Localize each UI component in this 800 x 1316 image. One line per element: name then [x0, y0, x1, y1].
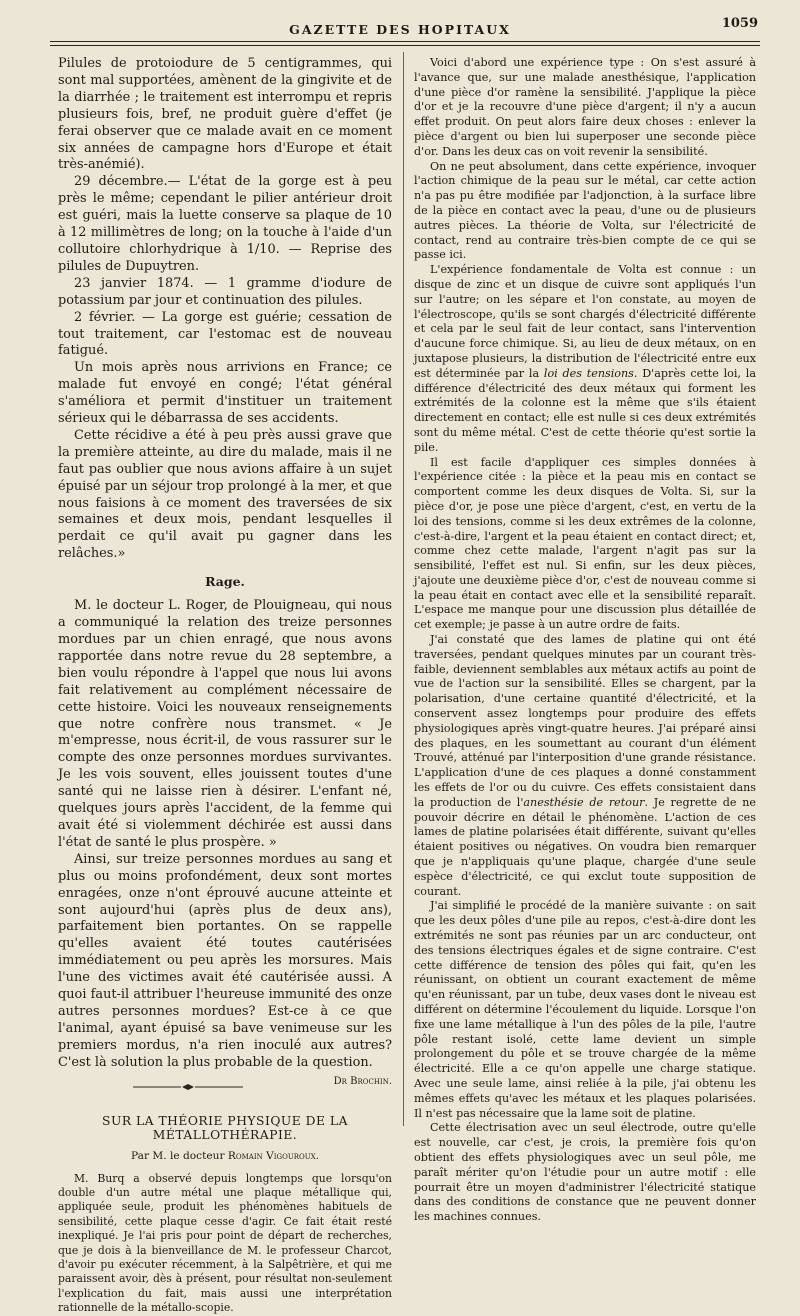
case-paragraph: 23 janvier 1874. — 1 gramme d'iodure de potassium par jour et continuation des pilules. [58, 275, 392, 308]
case-paragraph: 2 février. — La gorge est guérie; cessation de tout traitement, car l'estomac est de nouveau fatigué. [58, 309, 392, 359]
article-paragraph: Cette électrisation avec un seul électrode, outre qu'elle est nouvelle, car c'est, je crois, la première fois qu'on obtient des effets physiologiques avec un seul pôle, me paraît mériter qu'on l'étudie pour un autre motif : elle pourrait être un moyen d'administrer l'électricité statique dans des conditions de constance que ne peuvent donner les machines connues. [414, 1121, 756, 1224]
header-rule-double [50, 45, 760, 46]
byline-prefix: Par M. le docteur [131, 1149, 225, 1162]
rage-paragraph-text: Ainsi, sur treize personnes mordues au sang et plus ou moins profondément, deux sont mortes enragées, onze n'ont éprouvé aucune atteinte et sont aujourd'hui (après plus de deux ans), parfaitement bien portantes. On se rappelle qu'elles avaient été toutes cautérisées immédiatement ou peu après les morsures. Mais l'une des victimes avait été cautérisée aussi. A quoi faut-il attribuer l'heureuse immunité des onze autres personnes mordues? Est-ce à ce que l'animal, ayant épuisé sa bave venimeuse sur les premiers mordus, n'a rien inoculé aux autres? C'est là solution la plus probable de la question. [58, 851, 392, 1070]
right-column [414, 56, 757, 1224]
paragraph-text: . Je regrette de ne pouvoir décrire en détail le phénomène. L'action de ces lames de platine polarisées était différente, suivant qu'elles étaient positives ou négatives. On voudra bien remarquer que je n'appliquais qu'une plaque, chargée d'une seule espèce d'électricité, ce qui exclut toute supposition de courant. [414, 795, 757, 898]
article-paragraph: M. Burq a observé depuis longtemps que lorsqu'on double d'un autre métal une plaque métallique qui, appliquée seule, produit les phénomènes habituels de sensibilité, cette plaque cesse d'agir. Ce fait était resté inexpliqué. Je l'ai pris pour point de départ de recherches, que je dois à la bienveillance de M. le professeur Charcot, d'avoir pu exécuter récemment, à la Salpêtrière, et qui me paraissent avoir, dès à présent, pour résultat non-seulement l'explication du fait, mais aussi une interprétation rationnelle de la métallo-scopie. [58, 1171, 392, 1315]
case-paragraph: Cette récidive a été à peu près aussi grave que la première atteinte, au dire du malade, mais il ne faut pas oublier que nous avions affaire à un sujet épuisé par un séjour trop prolongé à la mer, et que nous faisions à ce moment des traversées de six semaines et deux mois, pendant lesquelles il perdait ce qu'il avait pu gagner dans les relâches.» [58, 427, 392, 562]
emphasis-text: loi des tensions [543, 366, 634, 380]
page-number: 1059 [721, 16, 758, 31]
article-paragraph: Voici d'abord une expérience type : On s'est assuré à l'avance que, sur une malade anesthésique, l'application d'une pièce d'or ramène la sensibilité. J'applique la pièce d'or et je la recouvre d'une pièce d'argent; il n'y a aucun effet produit. On peut alors faire deux choses : enlever la pièce d'argent ou bien lui superposer une seconde pièce d'or. Dans les deux cas on voit revenir la sensibilité. [414, 56, 756, 158]
case-paragraph: Un mois après nous arrivions en France; ce malade fut envoyé en congé; l'état général s'améliora et permit d'instituer un traitement sérieux qui le débarrassa de ses accidents. [58, 360, 392, 427]
article-paragraph: On ne peut absolument, dans cette expérience, invoquer l'action chimique de la peau sur le métal, car cette action n'a pas pu être modifiée par l'adjonction, à la surface libre de la pièce en contact avec la peau, d'une ou de plusieurs autres pièces. La théorie de Volta, sur l'électricité de contact, rend au contraire très-bien compte de ce qui se passe ici. [414, 159, 756, 262]
author-signature: Dr Brochin. [333, 1075, 392, 1087]
article-paragraph: J'ai simplifié le procédé de la manière suivante : on sait que les deux pôles d'une pile au repos, c'est-à-dire dont les extrémités ne sont pas réunies par un arc conducteur, ont des tensions électriques égales et de signe contraire. C'est cette différence de tension des pôles qui fait, qu'en les réunissant, on obtient un courant exactement de même qu'en réunissant, par un tube, deux vases dont le niveau est différent on détermine l'écoulement du liquide. Lorsque l'on fixe une lame métallique à l'un des pôles de la pile, l'autre pôle restant isolé, cette lame devient un simple prolongement du pôle et se trouve chargée de la même électricité. Elle a ce qu'on appelle une charge statique. Avec une seule lame, ainsi reliée à la pile, j'ai obtenu les mêmes effets qu'avec les métaux et les plaques polarisées. Il n'est pas nécessaire que la lame soit de platine. [414, 899, 756, 1120]
article-byline [58, 1150, 392, 1162]
rage-heading: Rage. [205, 574, 245, 590]
case-paragraph: Pilules de protoiodure de 5 centigrammes, qui sont mal supportées, amènent de la gingivite et de la diarrhée ; le traitement est interrompu et repris plusieurs fois, bref, ne produit guère d'effet (je ferai observer que ce malade avait en ce moment six années de campagne hors d'Europe et était très-anémié). [58, 56, 392, 173]
case-paragraph: 29 décembre.— L'état de la gorge est à peu près le même; cependant le pilier antérieur droit est guéri, mais la luette conserve sa plaque de 10 à 12 millimètres de long; on la touche à l'aide d'un collutoire chlorhydrique à 1/10. — Reprise des pilules de Dupuytren. [58, 174, 392, 274]
article-title: SUR LA THÉORIE PHYSIQUE DE LA MÉTALLOTHÉRAPIE. [102, 1113, 348, 1142]
header-rule [50, 41, 760, 42]
article-paragraph [414, 633, 756, 899]
byline-author: Romain Vigouroux. [227, 1149, 319, 1162]
article-paragraph [414, 263, 756, 455]
article-paragraph: Il est facile d'appliquer ces simples données à l'expérience citée : la pièce et la peau mis en contact se comportent comme les deux disques de Volta. Si, sur la pièce d'or, je pose une pièce d'argent, c'est, en vertu de la loi des tensions, comme si les deux extrêmes de la colonne, c'est-à-dire, l'argent et la peau étaient en contact direct; et, comme chez cette malade, l'argent n'agit pas sur la sensibilité, l'effet est nul. Si enfin, sur les deux pièces, j'ajoute une deuxième pièce d'or, c'est de nouveau comme si la peau était en contact avec elle et la sensibilité reparaît. L'espace me manque pour une discussion plus détaillée de cet exemple; je passe à un autre ordre de faits. [414, 455, 756, 632]
journal-title: GAZETTE DES HOPITAUX [289, 22, 511, 37]
left-column [58, 56, 392, 1315]
rage-paragraph: M. le docteur L. Roger, de Plouigneau, qui nous a communiqué la relation des treize personnes mordues par un chien enragé, que nous avons rapportée dans notre revue du 28 septembre, a bien voulu répondre à l'appel que nous lui avons fait relativement au complément nécessaire de cette histoire. Voici les nouveaux renseignements que notre confrère nous transmet. « Je m'empresse, nous écrit-il, de vous rassurer sur le compte des onze personnes mordues survivantes. Je les vois souvent, elles jouissent toutes d'une santé qui ne laisse rien à désirer. L'enfant né, quelques jours après l'accident, de la femme qui avait été si violemment déchirée est aussi dans l'état de santé le plus prospère. » [58, 598, 392, 850]
paragraph-text: J'ai constaté que des lames de platine qui ont été traversées, pendant quelques minutes par un courant très-faible, deviennent semblables aux métaux actifs au point de vue de l'action sur la sensibilité. Elles se chargent, par la polarisation, d'une certaine quantité d'électricité, et la conservent assez longtemps pour produire des effets physiologiques après vingt-quatre heures. J'ai préparé ainsi des plaques, en les soumettant au courant d'un élément Trouvé, atténué par l'interposition d'une grande résistance. L'application d'une de ces plaques a donné constamment les effets de l'or ou du cuivre. Ces effets consistaient dans la production de l' [414, 633, 756, 809]
paragraph-text: . D'après cette loi, la différence d'électricité des deux métaux qui forment les extrémités de la colonne est la même que s'ils étaient directement en contact; elle est nulle si ces deux extrémités sont du même métal. C'est de cette théorie qu'est sortie la pile. [414, 366, 756, 454]
rage-paragraph [58, 851, 392, 1087]
emphasis-text: anesthésie de retour [523, 795, 645, 809]
paragraph-text: L'expérience fondamentale de Volta est connue : un disque de zinc et un disque de cuivre sont appliqués l'un sur l'autre; on les sépare et l'on constate, au moyen de l'électroscope, qu'ils se sont chargés d'électricité différente et cela par le seul fait de leur contact, sans l'intervention d'aucune force chimique. Si, au lieu de deux métaux, on en juxtapose plusieurs, la distribution de l'électricité entre eux est déterminée par la [414, 263, 756, 380]
column-divider [403, 52, 404, 1126]
